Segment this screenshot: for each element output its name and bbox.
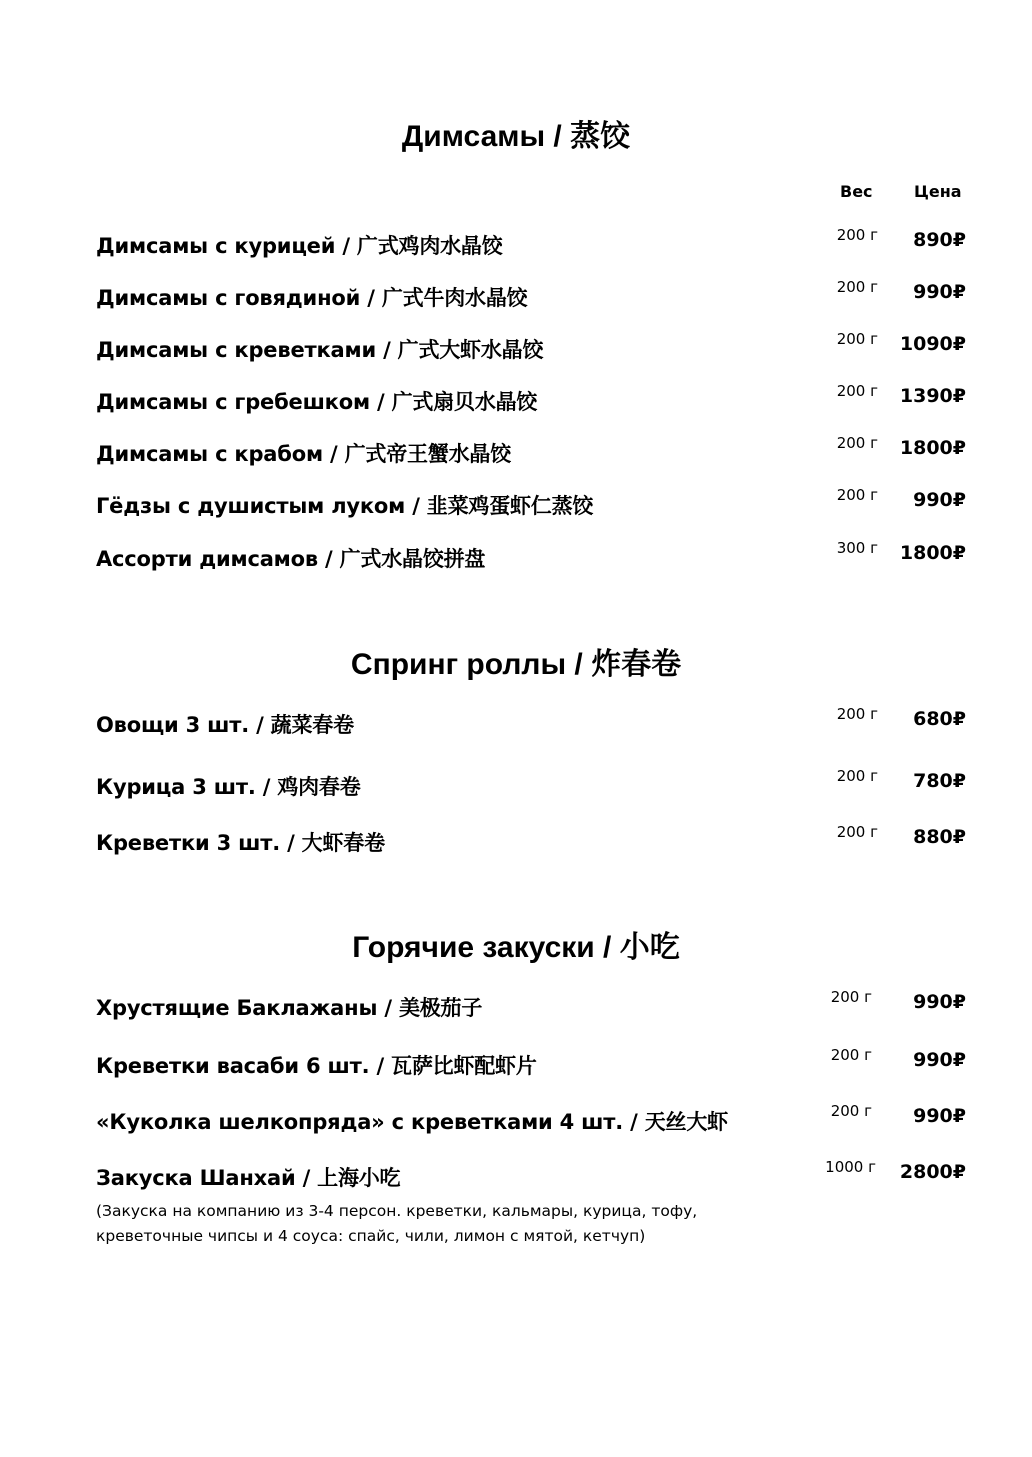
menu-item-price: 880₽	[913, 826, 966, 848]
menu-item-price: 990₽	[913, 991, 966, 1013]
menu-item-price: 990₽	[913, 489, 966, 511]
menu-item-weight: 200 г	[836, 226, 878, 244]
menu-item-name: Хрустящие Баклажаны / 美极茄子	[96, 996, 483, 1020]
menu-item-weight: 200 г	[830, 1046, 872, 1064]
menu-item-weight: 200 г	[836, 823, 878, 841]
menu-item-row	[0, 1158, 1032, 1202]
menu-item-name: Курица 3 шт. / 鸡肉春卷	[96, 775, 361, 799]
menu-item-price: 780₽	[913, 770, 966, 792]
menu-item-weight: 200 г	[836, 330, 878, 348]
menu-item-price: 990₽	[913, 1049, 966, 1071]
menu-item-weight: 200 г	[836, 382, 878, 400]
menu-item-price: 1090₽	[899, 333, 966, 355]
menu-item-name: Димсамы с креветками / 广式大虾水晶饺	[96, 338, 544, 362]
menu-item-weight: 200 г	[836, 767, 878, 785]
menu-item-row	[0, 278, 1032, 322]
menu-item-weight: 200 г	[830, 1102, 872, 1120]
section-title-dimsums: Димсамы / 蒸饺	[401, 120, 631, 153]
menu-item-weight: 300 г	[836, 539, 878, 557]
menu-item-row	[0, 539, 1032, 583]
menu-item-weight: 200 г	[836, 486, 878, 504]
menu-item-weight: 200 г	[836, 278, 878, 296]
menu-item-name: Креветки 3 шт. / 大虾春卷	[96, 831, 385, 855]
menu-item-price: 1800₽	[899, 542, 966, 564]
section-title-hot-appetizers: Горячие закуски / 小吃	[352, 931, 680, 964]
menu-item-price: 990₽	[913, 1105, 966, 1127]
menu-item-name: Димсамы с говядиной / 广式牛肉水晶饺	[96, 286, 528, 310]
menu-item-row	[0, 382, 1032, 426]
menu-item-weight: 200 г	[836, 434, 878, 452]
menu-item-row	[0, 988, 1032, 1032]
menu-item-weight: 200 г	[830, 988, 872, 1006]
menu-item-row	[0, 767, 1032, 811]
menu-item-row	[0, 330, 1032, 374]
menu-item-name: Овощи 3 шт. / 蔬菜春卷	[96, 713, 354, 737]
menu-item-name: Ассорти димсамов / 广式水晶饺拼盘	[96, 547, 486, 571]
menu-item-name: Креветки васаби 6 шт. / 瓦萨比虾配虾片	[96, 1054, 537, 1078]
menu-item-name: Гёдзы с душистым луком / 韭菜鸡蛋虾仁蒸饺	[96, 494, 594, 518]
menu-item-row	[0, 226, 1032, 270]
menu-item-row	[0, 823, 1032, 867]
menu-item-note: (Закуска на компанию из 3-4 персон. креветки, кальмары, курица, тофу, креветочные чипсы и 4 соуса: спайс, чили, лимон с мятой, кетчуп)	[96, 1202, 698, 1245]
menu-item-row	[0, 1102, 1032, 1146]
menu-item-row	[0, 434, 1032, 478]
menu-item-name: «Куколка шелкопряда» с креветками 4 шт. / 天丝大虾	[96, 1110, 728, 1134]
menu-item-name: Димсамы с гребешком / 广式扇贝水晶饺	[96, 390, 538, 414]
menu-item-price: 2800₽	[899, 1161, 966, 1183]
menu-item-price: 990₽	[913, 281, 966, 303]
section-title-spring-rolls: Спринг роллы / 炸春卷	[350, 648, 682, 681]
column-header-price: Цена	[914, 182, 962, 201]
menu-item-price: 1800₽	[899, 437, 966, 459]
menu-item-row	[0, 1046, 1032, 1090]
menu-item-name: Димсамы с крабом / 广式帝王蟹水晶饺	[96, 442, 512, 466]
menu-item-name: Димсамы с курицей / 广式鸡肉水晶饺	[96, 234, 503, 258]
menu-item-row	[0, 705, 1032, 749]
menu-item-weight: 200 г	[836, 705, 878, 723]
menu-item-price: 1390₽	[899, 385, 966, 407]
menu-item-name: Закуска Шанхай / 上海小吃	[96, 1166, 401, 1190]
menu-item-weight: 1000 г	[825, 1158, 876, 1176]
column-header-weight: Вес	[840, 182, 873, 201]
menu-item-price: 680₽	[913, 708, 966, 730]
menu-item-row	[0, 486, 1032, 530]
menu-item-price: 890₽	[913, 229, 966, 251]
